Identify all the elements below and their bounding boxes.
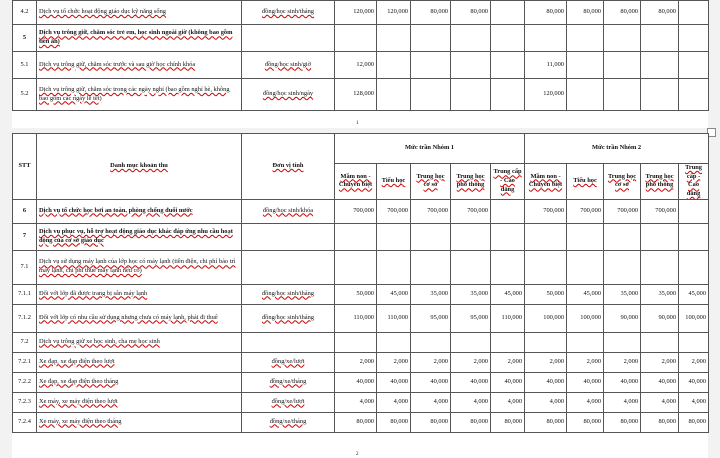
row-stt: 6: [13, 199, 37, 223]
row-value-cell: 80,000: [525, 1, 567, 25]
row-value-cell: 40,000: [377, 372, 411, 392]
row-item-name: Xe máy, xe máy điện theo lượt: [37, 392, 242, 412]
row-item-name: Đối với lớp có nhu cầu sử dụng nhưng chưa có máy lạnh, phải đi thuê: [37, 304, 242, 332]
fee-table-page-1: [12, 0, 709, 111]
table-row: [13, 223, 709, 250]
row-value-cell: [451, 250, 491, 284]
row-unit: đồng/xe/tháng: [242, 412, 335, 432]
row-value-cell: 4,000: [604, 392, 641, 412]
table-row: [13, 1, 709, 25]
row-item-name: Xe máy, xe máy điện theo tháng: [37, 412, 242, 432]
row-value-cell: [335, 25, 377, 52]
table-row: [13, 392, 709, 412]
row-value-cell: [525, 332, 567, 352]
header-level-1-1: Tiểu học: [377, 164, 411, 200]
row-value-cell: [604, 52, 641, 79]
row-stt: 5.2: [13, 79, 37, 111]
row-value-cell: 45,000: [377, 284, 411, 304]
row-value-cell: [679, 223, 709, 250]
row-value-cell: 45,000: [567, 284, 604, 304]
row-value-cell: [604, 332, 641, 352]
row-item-name: Dịch vụ phục vụ, hỗ trợ hoạt động giáo dục khác đáp ứng nhu cầu hoạt động của cơ sở giáo dục: [37, 223, 242, 250]
row-unit: đồng/học sinh/tháng: [242, 284, 335, 304]
row-unit: đồng/xe/lượt: [242, 392, 335, 412]
row-value-cell: 40,000: [679, 372, 709, 392]
row-unit: đồng/học sinh/khóa: [242, 199, 335, 223]
row-value-cell: 700,000: [451, 199, 491, 223]
row-stt: 7.2.2: [13, 372, 37, 392]
row-value-cell: 80,000: [411, 412, 451, 432]
row-value-cell: 2,000: [567, 352, 604, 372]
row-value-cell: [567, 79, 604, 111]
row-item-name: Dịch vụ trông giữ, chăm sóc trẻ em, học sinh ngoài giờ (không bao gồm tiền ăn): [37, 25, 242, 52]
header-level-2-4: Trung cấp - Cao đẳng: [679, 164, 709, 200]
row-value-cell: [679, 250, 709, 284]
header-item-name: Danh mục khoản thu: [37, 134, 242, 200]
row-unit: đồng/học sinh/tháng: [242, 1, 335, 25]
row-value-cell: 4,000: [491, 392, 525, 412]
row-value-cell: 80,000: [641, 1, 679, 25]
table-row: [13, 332, 709, 352]
row-value-cell: 110,000: [377, 304, 411, 332]
row-unit: [242, 223, 335, 250]
row-value-cell: [567, 223, 604, 250]
row-value-cell: [604, 25, 641, 52]
row-value-cell: 120,000: [335, 1, 377, 25]
row-value-cell: 35,000: [411, 284, 451, 304]
row-value-cell: [491, 223, 525, 250]
row-value-cell: [641, 332, 679, 352]
row-value-cell: [567, 52, 604, 79]
row-value-cell: 80,000: [411, 1, 451, 25]
row-value-cell: [679, 79, 709, 111]
row-item-name: Dịch vụ trông giữ, chăm sóc trong các ngày nghỉ (bao gồm nghỉ hè, không bao gồm các ngày lễ tết): [37, 79, 242, 111]
row-value-cell: 2,000: [679, 352, 709, 372]
header-group-1: Mức trần Nhóm 1: [335, 134, 525, 164]
row-value-cell: [377, 25, 411, 52]
row-item-name: Dịch vụ trông giữ, chăm sóc trước và sau giờ học chính khóa: [37, 52, 242, 79]
table-row: [13, 304, 709, 332]
row-value-cell: 80,000: [567, 1, 604, 25]
row-value-cell: 100,000: [525, 304, 567, 332]
document-page-2: [12, 133, 708, 458]
table-row: [13, 250, 709, 284]
row-value-cell: 120,000: [377, 1, 411, 25]
table-row: [13, 372, 709, 392]
row-value-cell: [411, 223, 451, 250]
row-value-cell: [411, 332, 451, 352]
row-value-cell: [411, 79, 451, 111]
row-value-cell: 80,000: [491, 412, 525, 432]
row-value-cell: 80,000: [604, 1, 641, 25]
row-value-cell: [377, 250, 411, 284]
table-row: [13, 52, 709, 79]
row-value-cell: [641, 223, 679, 250]
header-level-1-2: Trung học cơ sở: [411, 164, 451, 200]
row-value-cell: [604, 223, 641, 250]
row-value-cell: [679, 1, 709, 25]
header-level-1-4: Trung cấp - Cao đẳng: [491, 164, 525, 200]
row-value-cell: [679, 332, 709, 352]
row-value-cell: [679, 199, 709, 223]
row-item-name: Dịch vụ tổ chức hoạt động giáo dục kỹ năng sống: [37, 1, 242, 25]
table-row: [13, 412, 709, 432]
row-value-cell: 4,000: [411, 392, 451, 412]
document-page-1: [12, 0, 708, 128]
table-row: [13, 199, 709, 223]
row-value-cell: 12,000: [335, 52, 377, 79]
row-value-cell: 2,000: [335, 352, 377, 372]
row-item-name: Dịch vụ trông giữ xe học sinh, cha mẹ học sinh: [37, 332, 242, 352]
row-value-cell: 40,000: [525, 372, 567, 392]
row-value-cell: 100,000: [567, 304, 604, 332]
row-value-cell: 80,000: [567, 412, 604, 432]
row-item-name: Dịch vụ sử dụng máy lạnh của lớp học có máy lạnh (tiền điện, chi phí bảo trì máy lạnh, chi phí thuê máy lạnh nếu có): [37, 250, 242, 284]
row-value-cell: 90,000: [604, 304, 641, 332]
row-value-cell: [567, 25, 604, 52]
row-value-cell: 100,000: [679, 304, 709, 332]
row-value-cell: 80,000: [451, 412, 491, 432]
row-stt: 5.1: [13, 52, 37, 79]
row-value-cell: 2,000: [641, 352, 679, 372]
fee-table-page-2: [12, 133, 709, 433]
row-stt: 5: [13, 25, 37, 52]
row-value-cell: [451, 223, 491, 250]
row-value-cell: 700,000: [604, 199, 641, 223]
row-value-cell: 2,000: [604, 352, 641, 372]
row-value-cell: [491, 250, 525, 284]
row-value-cell: 2,000: [377, 352, 411, 372]
row-value-cell: [335, 223, 377, 250]
row-value-cell: 4,000: [679, 392, 709, 412]
row-value-cell: [377, 79, 411, 111]
row-value-cell: 11,000: [525, 52, 567, 79]
header-stt: STT: [13, 134, 37, 200]
row-stt: 7.2.3: [13, 392, 37, 412]
row-value-cell: 4,000: [335, 392, 377, 412]
row-value-cell: 2,000: [411, 352, 451, 372]
row-value-cell: 2,000: [525, 352, 567, 372]
header-group-2: Mức trần Nhóm 2: [525, 134, 709, 164]
table-row: [13, 79, 709, 111]
row-value-cell: 110,000: [491, 304, 525, 332]
row-value-cell: 4,000: [641, 392, 679, 412]
header-level-1-3: Trung học phổ thông: [451, 164, 491, 200]
header-level-2-1: Tiểu học: [567, 164, 604, 200]
row-value-cell: [567, 250, 604, 284]
row-value-cell: [335, 332, 377, 352]
page-number: 1: [356, 121, 359, 126]
row-value-cell: 4,000: [451, 392, 491, 412]
row-value-cell: [491, 1, 525, 25]
row-value-cell: [377, 332, 411, 352]
row-value-cell: 700,000: [377, 199, 411, 223]
row-value-cell: 90,000: [641, 304, 679, 332]
row-value-cell: [491, 199, 525, 223]
row-unit: đồng/học sinh/ngày: [242, 79, 335, 111]
header-level-2-0: Mầm non - Chuyên biệt: [525, 164, 567, 200]
row-value-cell: [451, 52, 491, 79]
row-value-cell: [451, 79, 491, 111]
row-value-cell: 80,000: [641, 412, 679, 432]
row-value-cell: [491, 52, 525, 79]
row-value-cell: [335, 250, 377, 284]
row-stt: 7.2: [13, 332, 37, 352]
row-stt: 4.2: [13, 1, 37, 25]
row-value-cell: [411, 52, 451, 79]
row-value-cell: 80,000: [679, 412, 709, 432]
row-stt: 7.1.2: [13, 304, 37, 332]
row-value-cell: 40,000: [451, 372, 491, 392]
row-value-cell: 110,000: [335, 304, 377, 332]
row-value-cell: 2,000: [451, 352, 491, 372]
row-value-cell: 40,000: [567, 372, 604, 392]
row-value-cell: 4,000: [377, 392, 411, 412]
row-value-cell: 45,000: [491, 284, 525, 304]
row-value-cell: 700,000: [641, 199, 679, 223]
row-value-cell: 35,000: [604, 284, 641, 304]
row-item-name: Đối với lớp đã được trang bị sẵn máy lạnh: [37, 284, 242, 304]
row-value-cell: [679, 52, 709, 79]
row-value-cell: [525, 223, 567, 250]
row-value-cell: 95,000: [451, 304, 491, 332]
row-value-cell: 35,000: [641, 284, 679, 304]
row-value-cell: [491, 79, 525, 111]
table-row: [13, 284, 709, 304]
row-unit: [242, 250, 335, 284]
row-value-cell: 700,000: [567, 199, 604, 223]
row-value-cell: 40,000: [641, 372, 679, 392]
row-value-cell: 80,000: [525, 412, 567, 432]
row-unit: [242, 25, 335, 52]
row-value-cell: 40,000: [411, 372, 451, 392]
row-value-cell: 35,000: [451, 284, 491, 304]
row-value-cell: 45,000: [679, 284, 709, 304]
row-value-cell: [567, 332, 604, 352]
row-value-cell: [411, 25, 451, 52]
row-value-cell: [451, 332, 491, 352]
row-value-cell: 4,000: [525, 392, 567, 412]
row-value-cell: [525, 250, 567, 284]
row-value-cell: [451, 25, 491, 52]
row-unit: đồng/học sinh/tháng: [242, 304, 335, 332]
row-value-cell: 120,000: [525, 79, 567, 111]
row-value-cell: [641, 25, 679, 52]
row-value-cell: 40,000: [491, 372, 525, 392]
row-value-cell: [604, 79, 641, 111]
row-value-cell: 80,000: [604, 412, 641, 432]
row-value-cell: [491, 25, 525, 52]
row-value-cell: 2,000: [491, 352, 525, 372]
row-value-cell: 50,000: [525, 284, 567, 304]
row-item-name: Xe đạp, xe đạp điện theo tháng: [37, 372, 242, 392]
row-value-cell: 700,000: [525, 199, 567, 223]
row-value-cell: 80,000: [335, 412, 377, 432]
row-value-cell: 700,000: [335, 199, 377, 223]
table-row: [13, 25, 709, 52]
row-stt: 7.1: [13, 250, 37, 284]
row-value-cell: [411, 250, 451, 284]
row-value-cell: 80,000: [377, 412, 411, 432]
row-value-cell: 95,000: [411, 304, 451, 332]
row-value-cell: 80,000: [451, 1, 491, 25]
row-value-cell: [377, 52, 411, 79]
header-unit: Đơn vị tính: [242, 134, 335, 200]
row-unit: [242, 332, 335, 352]
row-value-cell: [604, 250, 641, 284]
row-value-cell: [491, 332, 525, 352]
row-stt: 7: [13, 223, 37, 250]
row-unit: đồng/học sinh/giờ: [242, 52, 335, 79]
row-value-cell: [679, 25, 709, 52]
header-level-1-0: Mầm non - Chuyên biệt: [335, 164, 377, 200]
row-value-cell: [377, 223, 411, 250]
row-value-cell: 4,000: [567, 392, 604, 412]
row-unit: đồng/xe/tháng: [242, 372, 335, 392]
row-value-cell: 40,000: [335, 372, 377, 392]
row-value-cell: [641, 52, 679, 79]
page-number: 2: [356, 452, 359, 457]
row-value-cell: [525, 25, 567, 52]
row-value-cell: [641, 250, 679, 284]
row-value-cell: 50,000: [335, 284, 377, 304]
header-level-2-3: Trung học phổ thông: [641, 164, 679, 200]
row-item-name: Xe đạp, xe đạp điện theo lượt: [37, 352, 242, 372]
row-stt: 7.1.1: [13, 284, 37, 304]
row-value-cell: 128,000: [335, 79, 377, 111]
row-value-cell: 700,000: [411, 199, 451, 223]
row-unit: đồng/xe/lượt: [242, 352, 335, 372]
row-stt: 7.2.4: [13, 412, 37, 432]
table-row: [13, 352, 709, 372]
row-value-cell: 40,000: [604, 372, 641, 392]
row-item-name: Dịch vụ tổ chức học bơi an toàn, phòng chống đuối nước: [37, 199, 242, 223]
row-value-cell: [641, 79, 679, 111]
row-stt: 7.2.1: [13, 352, 37, 372]
header-level-2-2: Trung học cơ sở: [604, 164, 641, 200]
